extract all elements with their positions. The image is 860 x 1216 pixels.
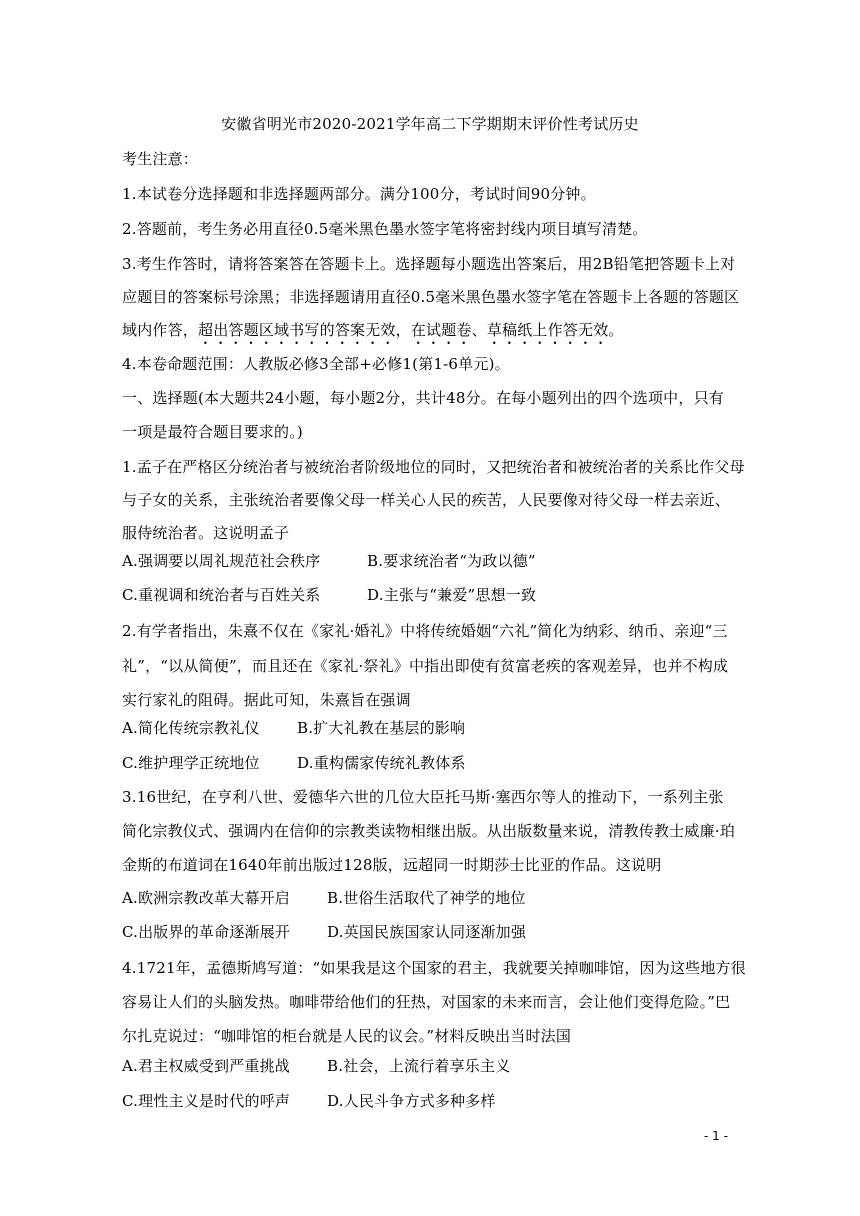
q3-stem-line-2: 简化宗教仪式、强调内在信仰的宗教类读物相继出版。从出版数量来说，清教传教士威廉·珀 [122, 822, 735, 840]
q3-stem-line-3: 金斯的布道词在1640年前出版过128版，远超同一时期莎士比亚的作品。这说明 [122, 856, 662, 874]
q2-option-a: A.简化传统宗教礼仪 [122, 719, 260, 737]
q2-stem-line-2: 礼”，“以从简便”，而且还在《家礼·祭礼》中指出即使有贫富老疾的客观差异，也并不构成 [122, 657, 729, 675]
q2-stem-line-3: 实行家礼的阻碍。据此可知，朱熹旨在强调 [122, 691, 411, 709]
q1-stem-line-3: 服侍统治者。这说明孟子 [122, 524, 290, 542]
q4-option-a: A.君主权威受到严重挑战 [122, 1057, 291, 1075]
q1-option-b: B.要求统治者“为政以德” [367, 552, 536, 570]
q1-options-row-1 [122, 550, 536, 572]
section-heading-line-1: 一、选择题(本大题共24小题，每小题2分，共计48分。在每小题列出的四个选项中，只有 [122, 389, 724, 407]
q2-option-d: D.重构儒家传统礼教体系 [297, 754, 466, 772]
q3-option-c: C.出版界的革命逐渐展开 [122, 923, 291, 941]
period: 。 [608, 321, 624, 339]
q3-options-row-2 [122, 921, 526, 943]
q4-option-b: B.社会，上流行着享乐主义 [327, 1057, 511, 1075]
q2-option-b: B.扩大礼教在基层的影响 [297, 719, 466, 737]
notice-item-1: 1.本试卷分选择题和非选择题两部分。满分100分，考试时间90分钟。 [122, 185, 596, 203]
notice-item-4: 4.本卷命题范围：人教版必修3全部+必修1(第1-6单元)。 [122, 355, 510, 373]
page-title: 安徽省明光市2020-2021学年高二下学期期末评价性考试历史 [221, 115, 639, 133]
notice-item-3-line-2: 应题目的答案标号涂黑；非选择题请用直径0.5毫米黑色墨水签字笔在答题卡上各题的答题区 [122, 288, 740, 306]
q3-option-a: A.欧洲宗教改革大幕开启 [122, 889, 291, 907]
page-number: - 1 - [704, 1129, 728, 1143]
q1-stem-line-2: 与子女的关系，主张统治者要像父母一样关心人民的疾苦，人民要像对待父母一样去亲近、 [122, 491, 731, 509]
notice-item-3-text: 域内作答， [122, 321, 199, 339]
q2-options-row-1 [122, 717, 465, 739]
q1-option-a: A.强调要以周礼规范社会秩序 [122, 552, 321, 570]
q1-option-d: D.主张与“兼爱”思想一致 [367, 586, 537, 604]
q4-options-row-2 [122, 1090, 496, 1112]
q3-stem-line-1: 3.16世纪，在亨利八世、爱德华六世的几位大臣托马斯·塞西尔等人的推动下，一系列主张 [122, 788, 724, 806]
q1-options-row-2 [122, 584, 536, 606]
q4-option-c: C.理性主义是时代的呼声 [122, 1092, 291, 1110]
q2-option-c: C.维护理学正统地位 [122, 754, 260, 772]
section-heading-line-2: 一项是最符合题目要求的。) [122, 423, 303, 441]
q1-option-c: C.重视调和统治者与百姓关系 [122, 586, 321, 604]
q3-option-b: B.世俗生活取代了神学的地位 [327, 889, 526, 907]
q4-stem-line-1: 4.1721年，孟德斯鸠写道：“如果我是这个国家的君主，我就要关掉咖啡馆，因为这些地方很 [122, 959, 746, 977]
q4-stem-line-2: 容易让人们的头脑发热。咖啡带给他们的狂热，对国家的未来而言，会让他们变得危险。”巴 [122, 993, 731, 1011]
q4-option-d: D.人民斗争方式多种多样 [327, 1092, 496, 1110]
notice-item-3-line-1: 3.考生作答时，请将答案答在答题卡上。选择题每小题选出答案后，用2B铅笔把答题卡上对 [122, 255, 736, 273]
q2-stem-line-1: 2.有学者指出，朱熹不仅在《家礼·婚礼》中将传统婚姻“六礼”简化为纳彩、纳币、亲迎“三 [122, 622, 728, 640]
q3-option-d: D.英国民族国家认同逐渐加强 [327, 923, 527, 941]
q1-stem-line-1: 1.孟子在严格区分统治者与被统治者阶级地位的同时，又把统治者和被统治者的关系比作父母 [122, 458, 745, 476]
emphasized-warning: 超出答题区域书写的答案无效，在试题卷、草稿纸上作答无效 [198, 321, 609, 339]
notice-item-2: 2.答题前，考生务必用直径0.5毫米黑色墨水签字笔将密封线内项目填写清楚。 [122, 220, 648, 238]
notice-heading: 考生注意： [122, 150, 199, 168]
q2-options-row-2 [122, 752, 466, 774]
notice-item-3-line-3 [122, 319, 624, 348]
q4-options-row-1 [122, 1055, 510, 1077]
q3-options-row-1 [122, 887, 526, 909]
q4-stem-line-3: 尔扎克说过：“咖啡馆的柜台就是人民的议会。”材料反映出当时法国 [122, 1027, 572, 1045]
